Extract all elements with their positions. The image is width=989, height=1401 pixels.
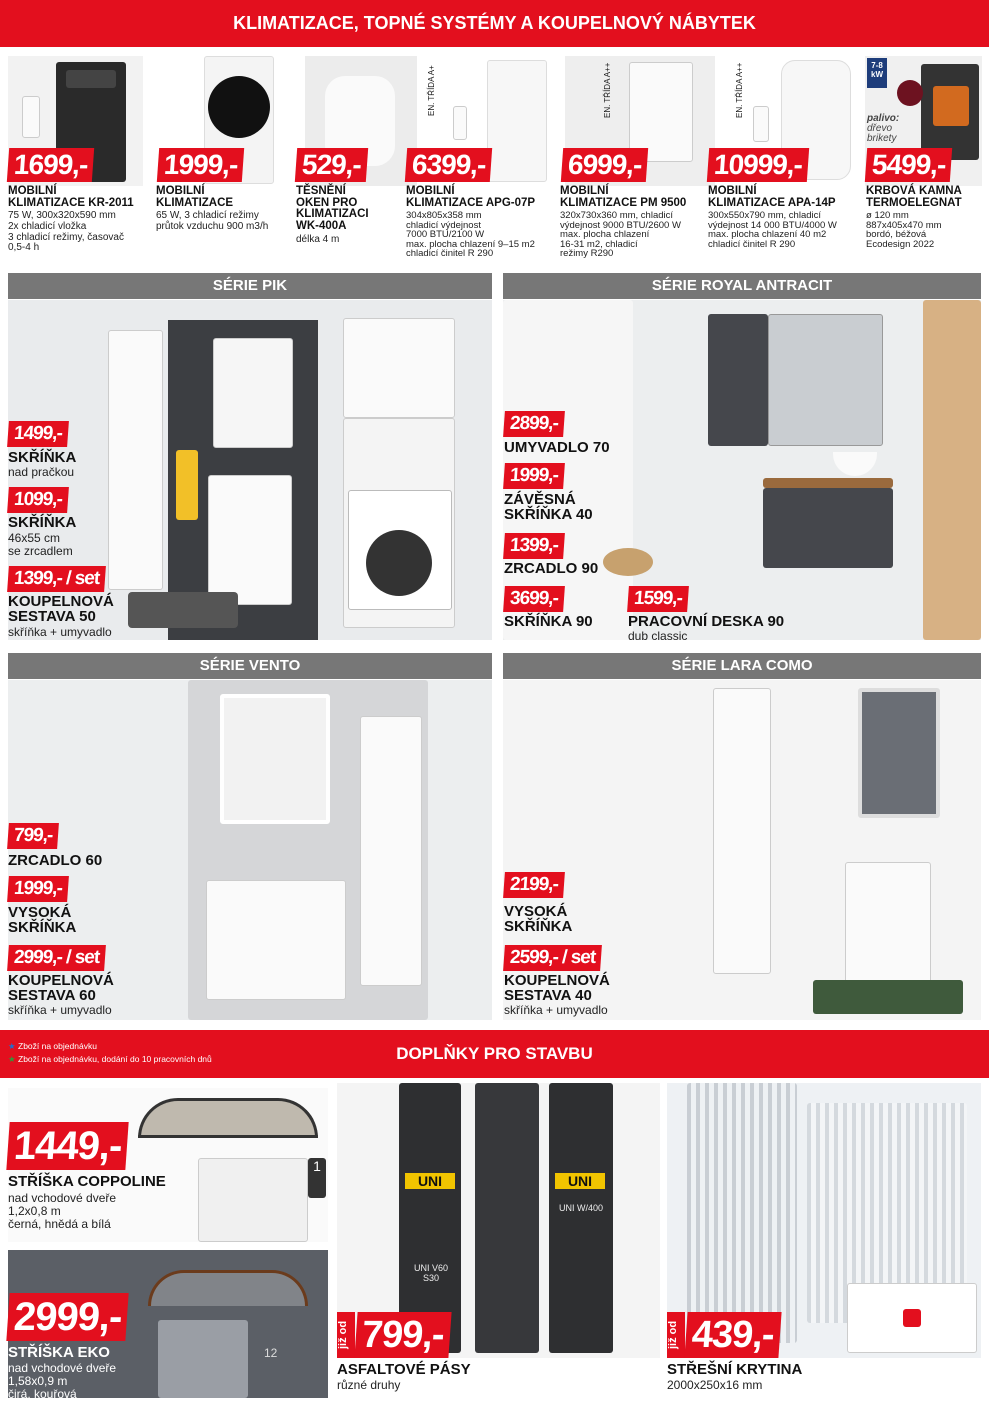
brand-logo: UNI <box>405 1173 455 1189</box>
price-tag: 799,- <box>354 1312 451 1358</box>
price-tag: 2599,- / set <box>503 945 602 971</box>
product-name: STŘEŠNÍ KRYTINA <box>667 1361 803 1378</box>
energy-label: EN. TŘÍDA A++ <box>603 62 612 118</box>
product-desc: nad vchodové dveře 1,58x0,9 m čirá, kouřová <box>8 1361 117 1401</box>
roll-label: UNI W/400 <box>558 1203 603 1213</box>
product-name: SKŘÍŇKA <box>8 514 77 531</box>
star-icon: ★ <box>8 1054 16 1064</box>
product-name: STŘÍŠKA COPPOLINE <box>8 1173 166 1190</box>
price-prefix: již od <box>337 1312 355 1358</box>
product-name: STŘÍŠKA EKO <box>8 1344 110 1361</box>
price-tag: 1099,- <box>7 487 69 513</box>
section-header: KLIMATIZACE, TOPNÉ SYSTÉMY A KOUPELNOVÝ NÁBYTEK <box>0 0 989 47</box>
product-name: ZRCADLO 60 <box>8 852 103 869</box>
power-badge: 7-8 kW <box>867 58 887 88</box>
product-desc: dub classic <box>628 629 688 643</box>
product-name: KOUPELNOVÁ SESTAVA 60 <box>8 972 114 1005</box>
price-tag: 1999,- <box>7 876 69 902</box>
section-header: DOPLŇKY PRO STAVBU <box>0 1030 989 1078</box>
price-tag: 1699,- <box>7 148 95 182</box>
series-title: SÉRIE LARA COMO <box>503 653 981 679</box>
price-tag: 6399,- <box>405 148 493 182</box>
roll-label: UNI V60 S30 <box>413 1263 448 1283</box>
product-name: MOBILNÍ KLIMATIZACE APA-14P <box>708 185 836 209</box>
product-desc: skříňka + umyvadlo <box>504 1003 608 1017</box>
product-desc: 75 W, 300x320x590 mm 2x chladicí vložka 3 chladicí režimy, časovač 0,5-4 h <box>8 210 124 254</box>
series-title: SÉRIE ROYAL ANTRACIT <box>503 273 981 299</box>
product-desc: 320x730x360 mm, chladicí výdejnost 9000 BTU/2600 W max. plocha chlazení 16-31 m2, chladicí režimy R290 <box>560 210 681 259</box>
product-name: ASFALTOVÉ PÁSY <box>337 1361 471 1378</box>
product-desc: nad pračkou <box>8 465 75 479</box>
price-tag: 1399,- / set <box>7 566 106 592</box>
price-tag: 1399,- <box>503 533 565 559</box>
product-image-coppoline: 1 <box>8 1088 328 1242</box>
price-tag: 6999,- <box>561 148 649 182</box>
price-tag: 1999,- <box>157 148 245 182</box>
price-tag: 1499,- <box>7 421 69 447</box>
product-name: UMYVADLO 70 <box>504 439 610 456</box>
price-tag: 5499,- <box>865 148 953 182</box>
legend: ★ Zboží na objednávku ★ Zboží na objednávku, dodání do 10 pracovních dnů <box>8 1041 212 1064</box>
house-number: 12 <box>264 1346 278 1360</box>
product-name: SKŘÍŇKA 90 <box>504 613 593 630</box>
product-name: VYSOKÁ SKŘÍŇKA <box>8 904 77 937</box>
price-tag: 2999,- / set <box>7 945 106 971</box>
energy-label: EN. TŘÍDA A++ <box>735 62 744 118</box>
product-desc: 304x805x358 mm chladicí výdejnost 7000 BTU/2100 W max. plocha chlazení 9–15 m2 chladicí činitel R 290 <box>406 210 535 259</box>
product-name: KOUPELNOVÁ SESTAVA 50 <box>8 593 114 626</box>
price-tag: 1599,- <box>627 586 689 612</box>
star-icon: ★ <box>8 1041 16 1051</box>
product-name: MOBILNÍ KLIMATIZACE APG-07P <box>406 185 536 209</box>
product-name: MOBILNÍ KLIMATIZACE KR-2011 <box>8 185 134 209</box>
series-royal-photo <box>503 300 981 640</box>
product-name: MOBILNÍ KLIMATIZACE PM 9500 <box>560 185 687 209</box>
brand-logo: UNI <box>555 1173 605 1189</box>
product-desc: 2000x250x16 mm <box>667 1378 763 1392</box>
product-name: KOUPELNOVÁ SESTAVA 40 <box>504 972 610 1005</box>
product-desc: skříňka + umyvadlo <box>8 1003 112 1017</box>
price-tag: 3699,- <box>503 586 565 612</box>
product-desc: 46x55 cm se zrcadlem <box>8 531 73 558</box>
product-name: KRBOVÁ KAMNA TERMOELEGNAT <box>866 185 962 209</box>
product-desc: délka 4 m <box>296 234 340 245</box>
product-desc: ø 120 mm 887x405x470 mm bordó, béžová Ecodesign 2022 <box>866 210 942 250</box>
product-desc: 65 W, 3 chladicí režimy průtok vzduchu 900 m3/h <box>156 210 269 232</box>
product-desc: skříňka + umyvadlo <box>8 625 112 639</box>
price-prefix: již od <box>667 1312 685 1358</box>
price-tag: 10999,- <box>707 148 809 182</box>
series-title: SÉRIE PIK <box>8 273 492 299</box>
product-desc: různé druhy <box>337 1378 401 1392</box>
product-name: TĚSNĚNÍ OKEN PRO KLIMATIZACI WK-400A <box>296 185 369 233</box>
product-name: MOBILNÍ KLIMATIZACE <box>156 185 234 209</box>
price-tag: 439,- <box>684 1312 781 1358</box>
product-name: ZRCADLO 90 <box>504 560 599 577</box>
product-desc: nad vchodové dveře 1,2x0,8 m černá, hnědá a bílá <box>8 1191 117 1231</box>
energy-label: EN. TŘÍDA A+ <box>427 65 436 116</box>
price-tag: 1449,- <box>6 1122 129 1170</box>
price-tag: 2199,- <box>503 872 565 898</box>
price-tag: 2999,- <box>6 1293 129 1341</box>
product-name: SKŘÍŇKA <box>8 449 77 466</box>
price-tag: 799,- <box>7 823 59 849</box>
series-title: SÉRIE VENTO <box>8 653 492 679</box>
fuel-note: palivo: dřevo brikety <box>867 113 900 144</box>
product-name: PRACOVNÍ DESKA 90 <box>628 613 785 630</box>
product-name: ZÁVĚSNÁ SKŘÍŇKA 40 <box>504 491 593 524</box>
price-tag: 2899,- <box>503 411 565 437</box>
top-products-row <box>8 56 982 262</box>
product-desc: 300x550x790 mm, chladicí výdejnost 14 000 BTU/4000 W max. plocha chlazení 40 m2 chladicí činitel R 290 <box>708 210 837 250</box>
product-name: VYSOKÁ SKŘÍŇKA <box>504 903 573 936</box>
price-tag: 529,- <box>295 148 368 182</box>
price-tag: 1999,- <box>503 463 565 489</box>
